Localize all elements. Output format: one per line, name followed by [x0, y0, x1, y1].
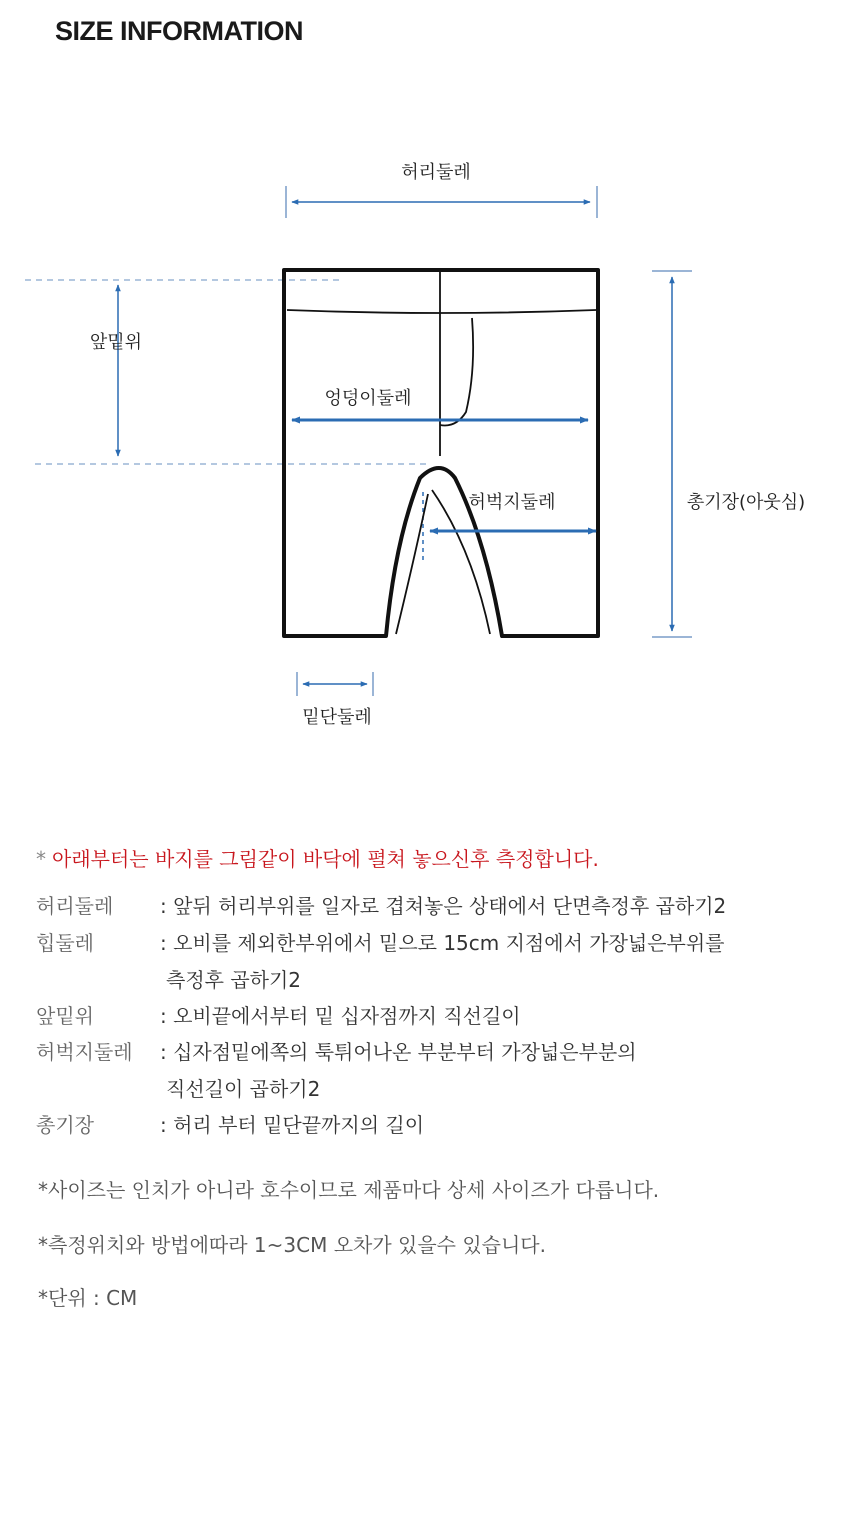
definition-term: 허벅지둘레 — [36, 1040, 133, 1064]
footnote-size-notice: *사이즈는 인치가 아니라 호수이므로 제품마다 상세 사이즈가 다릅니다. — [38, 1178, 660, 1202]
hem-label: 밑단둘레 — [302, 707, 372, 728]
definition-desc: : 오비를 제외한부위에서 밑으로 15cm 지점에서 가장넓은부위를 — [160, 931, 725, 955]
definition-term: 앞밑위 — [36, 1004, 94, 1028]
measurement-notice — [36, 843, 599, 872]
waist-label: 허리둘레 — [401, 162, 471, 183]
definition-desc: : 오비끝에서부터 밑 십자점까지 직선길이 — [160, 1004, 521, 1028]
definition-desc: : 앞뒤 허리부위를 일자로 겹쳐놓은 상태에서 단면측정후 곱하기2 — [160, 894, 727, 918]
definition-continuation: 측정후 곱하기2 — [166, 968, 302, 992]
definition-term: 허리둘레 — [36, 894, 114, 918]
definition-continuation: 직선길이 곱하기2 — [166, 1077, 321, 1101]
definition-term: 총기장 — [36, 1113, 94, 1137]
notice-text: 아래부터는 바지를 그림같이 바닥에 펼쳐 놓으신후 측정합니다. — [52, 847, 599, 871]
footnote-unit: *단위 : CM — [38, 1286, 138, 1310]
notice-star: * — [36, 847, 46, 871]
front-rise-label: 앞밑위 — [89, 332, 143, 353]
footnote-error-notice: *측정위치와 방법에따라 1~3CM 오차가 있을수 있습니다. — [38, 1233, 546, 1257]
shorts-outline — [284, 270, 598, 636]
hip-label: 엉덩이둘레 — [324, 388, 412, 409]
thigh-label: 허벅지둘레 — [468, 492, 556, 513]
total-length-label: 총기장(아웃심) — [686, 492, 806, 513]
definition-term: 힙둘레 — [36, 931, 94, 955]
definition-desc: : 십자점밑에쪽의 툭튀어나온 부분부터 가장넓은부분의 — [160, 1040, 637, 1064]
definition-desc: : 허리 부터 밑단끝까지의 길이 — [160, 1113, 425, 1137]
page-title: SIZE INFORMATION — [55, 16, 303, 46]
